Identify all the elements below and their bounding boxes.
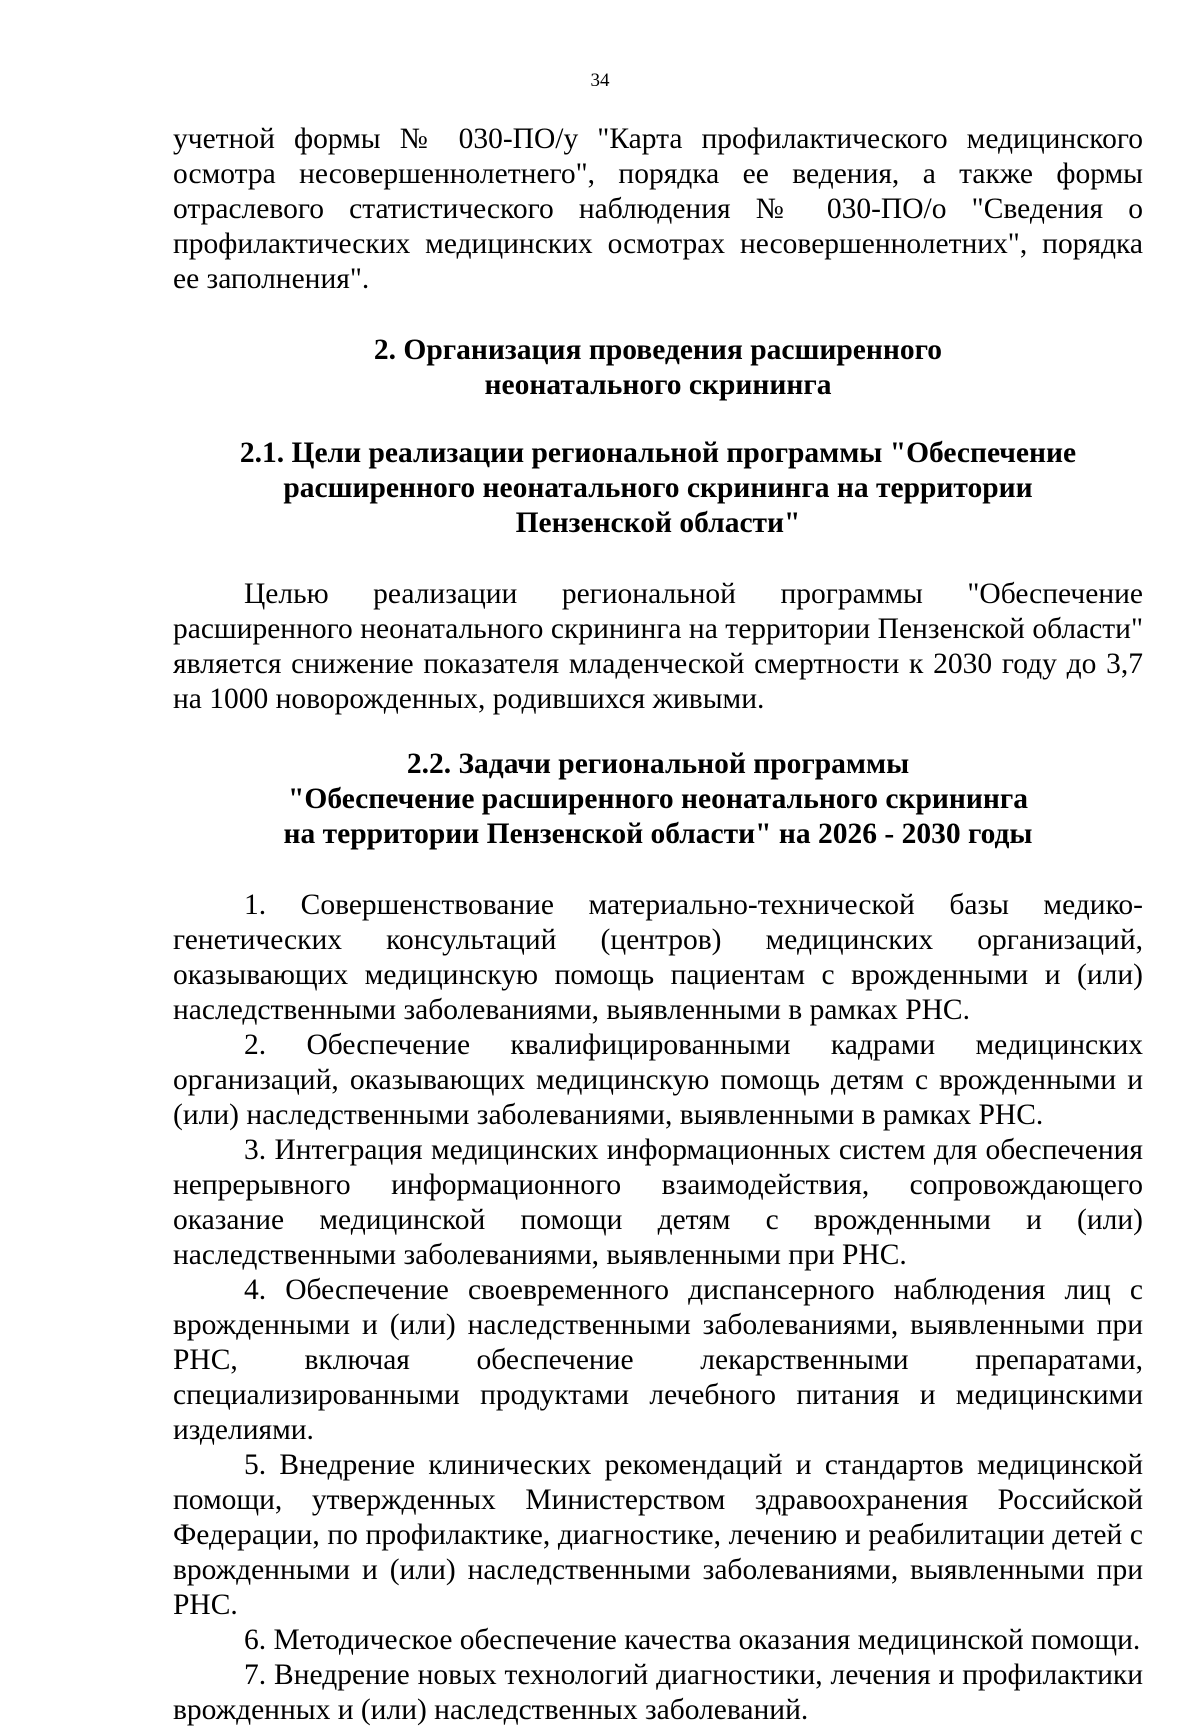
section-2-heading-line: неонатального скрининга (484, 369, 832, 401)
task-item-1: 1. Совершенствование материально-технической базы медико-генетических консультаций (центров) медицинских организаций, оказывающих медицинскую помощь пациентам с врожденными и (или) наследственными заболеваниями, выявленными в рамках РНС. (173, 889, 1143, 1026)
section-2-1-heading-line: 2.1. Цели реализации региональной программы "Обеспечение (239, 437, 1077, 469)
section-2-heading (173, 333, 1143, 403)
document-body (173, 122, 1143, 1728)
task-item-3: 3. Интеграция медицинских информационных систем для обеспечения непрерывного информационного взаимодействия, сопровождающего оказание медицинской помощи детям с врожденными и (или) наследственными заболеваниями, выявленными при РНС. (173, 1134, 1143, 1271)
section-2-2-heading-line: 2.2. Задачи региональной программы (406, 748, 910, 780)
task-item-7: 7. Внедрение новых технологий диагностики, лечения и профилактики врожденных и (или) наследственных заболеваний. (173, 1659, 1143, 1726)
section-2-2-heading-line: "Обеспечение расширенного неонатального скрининга (288, 783, 1028, 815)
task-item-6: 6. Методическое обеспечение качества оказания медицинской помощи. (244, 1624, 1141, 1656)
section-2-1-heading-line: расширенного неонатального скрининга на территории (283, 472, 1033, 504)
section-2-1-body: Целью реализации региональной программы "Обеспечение расширенного неонатального скрининга на территории Пензенской области" является снижение показателя младенческой смертности к 2030 году до 3,7 на 1000 новорожденных, родившихся живыми. (173, 578, 1143, 715)
section-2-1-heading (173, 436, 1143, 541)
page-number: 34 (590, 70, 610, 91)
section-2-2-heading (173, 747, 1143, 852)
task-item-4: 4. Обеспечение своевременного диспансерного наблюдения лиц с врожденными и (или) наследственными заболеваниями, выявленными при РНС, включая обеспечение лекарственными препаратами, специализированными продуктами лечебного питания и медицинскими изделиями. (173, 1274, 1143, 1446)
task-item-5: 5. Внедрение клинических рекомендаций и стандартов медицинской помощи, утвержденных Министерством здравоохранения Российской Федерации, по профилактике, диагностике, лечению и реабилитации детей с врожденными и (или) наследственными заболеваниями, выявленными при РНС. (173, 1449, 1143, 1621)
section-2-2-heading-line: на территории Пензенской области" на 2026 - 2030 годы (283, 818, 1033, 850)
section-2-heading-line: 2. Организация проведения расширенного (373, 334, 943, 366)
section-2-1-heading-line: Пензенской области" (515, 507, 801, 539)
intro-paragraph: учетной формы № 030-ПО/у "Карта профилактического медицинского осмотра несовершеннолетнего", порядка ее ведения, а также формы отраслевого статистического наблюдения № 030-ПО/о "Сведения о профилактических медицинских осмотрах несовершеннолетних", порядка ее заполнения". (173, 123, 1143, 295)
task-item-2: 2. Обеспечение квалифицированными кадрами медицинских организаций, оказывающих медицинскую помощь детям с врожденными и (или) наследственными заболеваниями, выявленными в рамках РНС. (173, 1029, 1143, 1131)
